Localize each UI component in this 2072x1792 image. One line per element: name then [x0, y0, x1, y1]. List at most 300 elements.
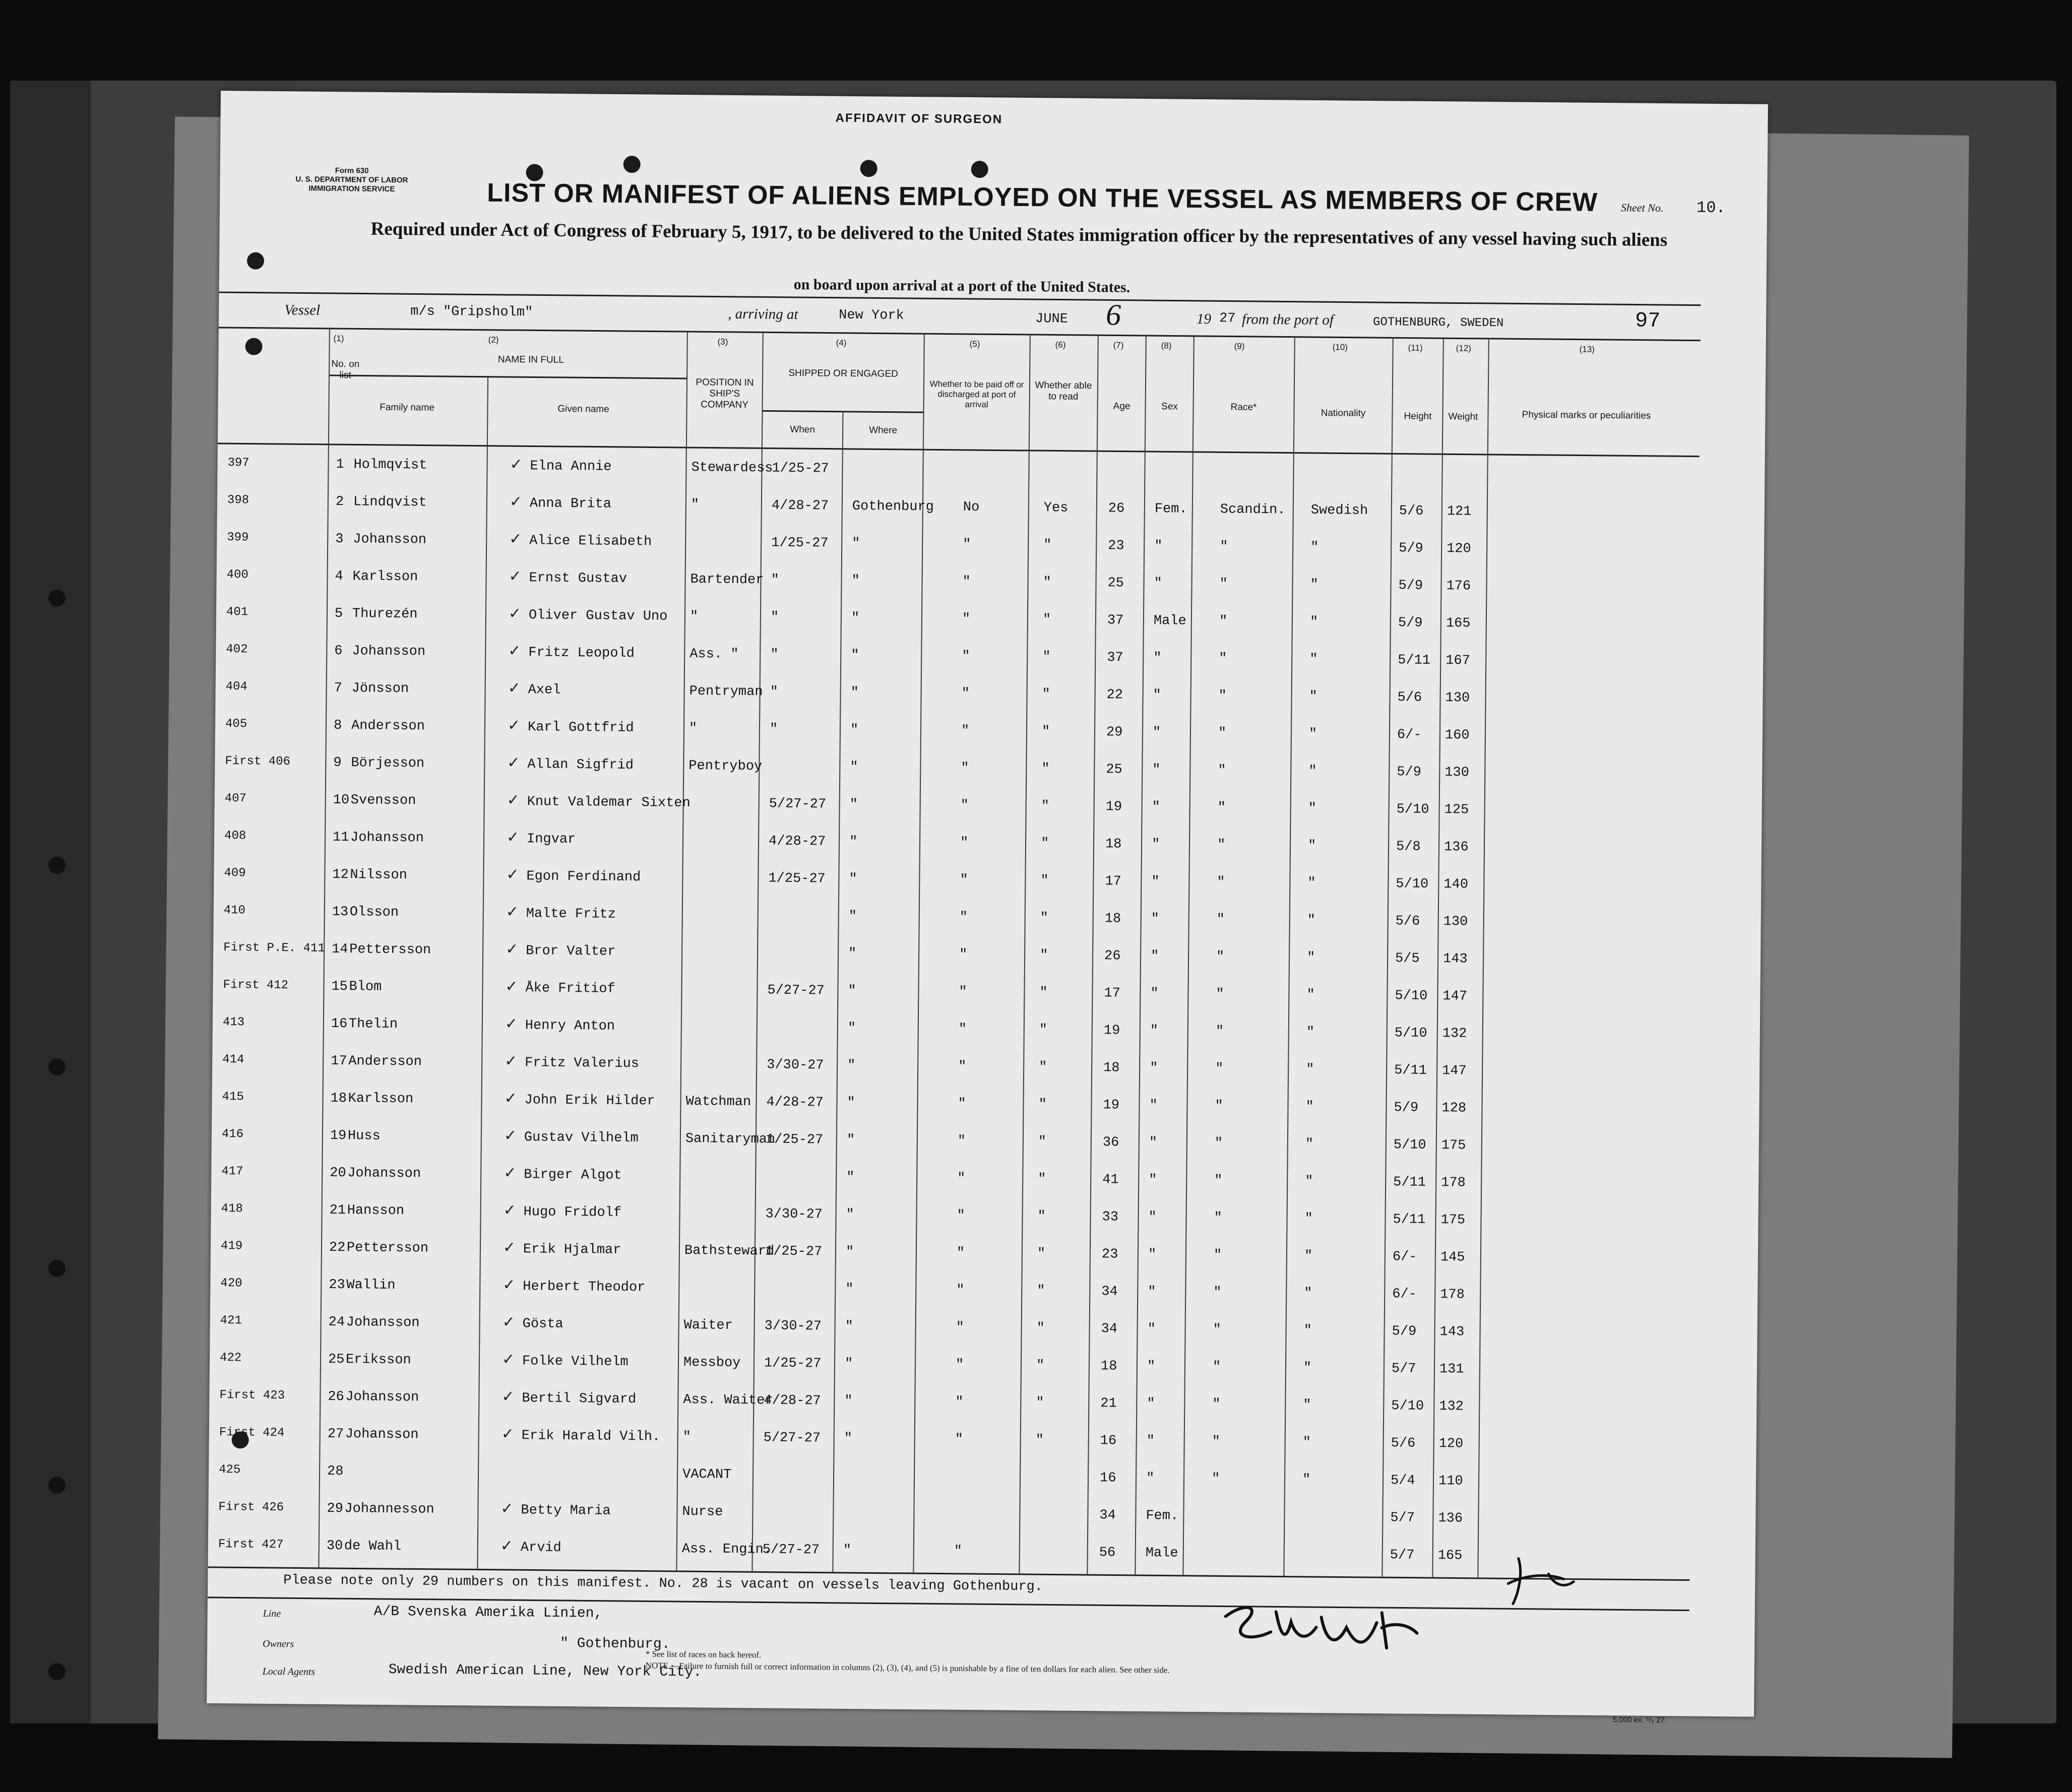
age: 18	[1104, 911, 1121, 927]
given-name: John Erik Hilder	[524, 1093, 655, 1109]
sex: "	[1147, 1322, 1156, 1337]
checkmark-icon: ✓	[503, 1201, 516, 1220]
weight: 132	[1442, 1026, 1467, 1042]
sex: "	[1146, 1471, 1155, 1487]
shipped-where: "	[844, 1393, 853, 1410]
position: Bartender	[690, 572, 764, 588]
height: 6/-	[1392, 1287, 1417, 1302]
paid-off: "	[960, 798, 969, 814]
port-value: GOTHENBURG, SWEDEN	[1372, 315, 1504, 331]
col-12-header: Weight	[1448, 411, 1478, 422]
row-margin-number: First 423	[219, 1388, 285, 1403]
age: 37	[1107, 613, 1124, 628]
checkmark-icon: ✓	[510, 456, 523, 474]
race: "	[1217, 875, 1225, 890]
where-header: Where	[869, 425, 898, 436]
race: "	[1216, 912, 1225, 928]
race: "	[1214, 1136, 1223, 1151]
family-name: Huss	[347, 1128, 381, 1144]
requirement-text: Required under Act of Congress of February 5, 1917, to be delivered to the United States immigration officer by the representatives of any vessel having such aliens	[370, 218, 1668, 251]
sex: "	[1153, 651, 1162, 666]
shipped-when: 5/27-27	[769, 796, 827, 812]
shipped-where: "	[848, 946, 857, 962]
age: 23	[1101, 1247, 1118, 1262]
height: 5/11	[1393, 1212, 1426, 1228]
row-number: 18	[330, 1091, 347, 1107]
able-to-read: "	[1037, 1246, 1046, 1262]
col-9-num: (9)	[1234, 341, 1245, 351]
family-name: Blom	[349, 979, 382, 995]
age: 18	[1103, 1060, 1120, 1076]
owners-label: Owners	[263, 1638, 294, 1650]
shipped-when: 5/27-27	[767, 983, 825, 999]
row-number: 26	[328, 1389, 344, 1405]
given-name: Alice Elisabeth	[529, 533, 652, 550]
height: 5/10	[1394, 1026, 1427, 1041]
row-margin-number: 402	[226, 643, 248, 657]
checkmark-icon: ✓	[507, 791, 520, 809]
weight: 143	[1439, 1324, 1465, 1340]
age: 18	[1105, 837, 1122, 852]
weight: 130	[1443, 914, 1468, 930]
sex: "	[1152, 725, 1161, 741]
row-margin-number: 405	[225, 717, 247, 731]
nationality: "	[1310, 577, 1318, 593]
weight: 125	[1444, 802, 1469, 818]
nationality: "	[1305, 1174, 1313, 1189]
col-8-header: Sex	[1161, 401, 1178, 412]
weight: 136	[1443, 840, 1469, 855]
paid-off: "	[957, 1208, 965, 1224]
age: 34	[1101, 1284, 1118, 1300]
checkmark-icon: ✓	[507, 754, 520, 772]
weight: 175	[1441, 1138, 1466, 1154]
race: "	[1216, 987, 1224, 1002]
given-name: Bror Valter	[525, 943, 616, 959]
age: 21	[1100, 1396, 1117, 1412]
row-margin-number: 415	[222, 1090, 244, 1104]
sex: "	[1147, 1359, 1156, 1375]
row-margin-number: 417	[221, 1165, 243, 1179]
given-name: Ingvar	[526, 831, 576, 848]
checkmark-icon: ✓	[501, 1387, 515, 1406]
position: Nurse	[682, 1504, 723, 1520]
checkmark-icon: ✓	[501, 1425, 515, 1443]
family-name: Lindqvist	[353, 494, 427, 510]
given-name: Birger Algot	[524, 1167, 622, 1184]
shipped-when: 1/25-27	[772, 461, 830, 477]
weight: 143	[1442, 951, 1468, 967]
height: 5/9	[1397, 764, 1422, 780]
sex: "	[1154, 576, 1162, 592]
height: 5/7	[1391, 1361, 1416, 1377]
paid-off: "	[961, 760, 969, 777]
shipped-where: "	[851, 648, 859, 664]
col-3-header: POSITION IN SHIP'S COMPANY	[696, 377, 754, 411]
sex: "	[1152, 762, 1161, 778]
height: 5/10	[1396, 802, 1429, 817]
shipped-when: 1/25-27	[768, 871, 826, 887]
family-name: Andersson	[351, 718, 425, 734]
col-5-header: Whether to be paid off or discharged at port of arrival	[929, 379, 1024, 410]
shipped-when: 4/28-27	[771, 498, 829, 514]
row-margin-number: First 424	[219, 1426, 285, 1440]
row-number: 20	[330, 1165, 346, 1181]
binder-hole	[48, 1260, 66, 1277]
given-name: Ernst Gustav	[529, 570, 627, 587]
height: 5/6	[1391, 1436, 1416, 1451]
sex: "	[1149, 1098, 1158, 1114]
col-1-num: (1)	[333, 333, 344, 344]
weight: 120	[1447, 541, 1471, 557]
family-name: Karlsson	[348, 1091, 414, 1107]
day-value: 6	[1105, 298, 1121, 332]
requirement-text-cont: on board upon arrival at a port of the United States.	[793, 276, 1131, 296]
weight: 130	[1445, 690, 1470, 706]
able-to-read: "	[1038, 1134, 1047, 1150]
paid-off: "	[956, 1283, 965, 1298]
col-4-header: SHIPPED OR ENGAGED	[788, 367, 898, 379]
nationality: "	[1302, 1472, 1311, 1488]
col-11-header: Height	[1404, 411, 1432, 422]
col-1-header: No. on list	[331, 358, 360, 381]
paid-off: "	[963, 537, 971, 553]
paid-off: "	[960, 835, 969, 851]
shipped-where: "	[851, 573, 860, 589]
age: 17	[1104, 986, 1120, 1001]
page-title: LIST OR MANIFEST OF ALIENS EMPLOYED ON THE VESSEL AS MEMBERS OF CREW	[486, 178, 1598, 217]
race: "	[1217, 800, 1226, 816]
age: 36	[1102, 1135, 1119, 1150]
given-name: Åke Fritiof	[525, 981, 615, 997]
paid-off: "	[956, 1245, 965, 1261]
age: 29	[1106, 725, 1123, 740]
family-name: Pettersson	[346, 1240, 429, 1256]
row-margin-number: 399	[227, 531, 249, 545]
row-number: 2	[335, 494, 344, 510]
weight: 167	[1446, 653, 1470, 669]
checkmark-icon: ✓	[502, 1313, 515, 1331]
weight: 165	[1446, 616, 1471, 631]
handwritten-initials	[1503, 1553, 1584, 1609]
position: VACANT	[682, 1467, 732, 1483]
sex: "	[1149, 1135, 1158, 1151]
race: "	[1219, 577, 1228, 592]
shipped-where: "	[845, 1244, 854, 1260]
able-to-read: "	[1036, 1321, 1045, 1336]
checkmark-icon: ✓	[505, 977, 518, 996]
row-number: 19	[330, 1128, 347, 1144]
manifest-page	[207, 91, 1768, 1725]
able-to-read: "	[1042, 650, 1051, 665]
row-number: 17	[331, 1053, 347, 1069]
print-run: 5,000 ex. ⁵/₂ 27.	[1612, 1715, 1667, 1725]
family-name: Johansson	[352, 644, 426, 660]
checkmark-icon: ✓	[504, 1164, 517, 1182]
family-name: Johansson	[346, 1315, 420, 1331]
weight: 176	[1446, 579, 1471, 594]
col-12-num: (12)	[1456, 343, 1471, 353]
row-number: 10	[333, 792, 350, 808]
paid-off: "	[958, 1096, 966, 1112]
able-to-read: "	[1040, 836, 1049, 852]
checkmark-icon: ✓	[508, 642, 521, 660]
sex: "	[1148, 1285, 1156, 1300]
position: Sanitaryman	[685, 1131, 776, 1147]
weight: 165	[1437, 1548, 1463, 1564]
nationality: "	[1303, 1397, 1311, 1413]
race: "	[1213, 1322, 1221, 1338]
shipped-where: "	[852, 536, 860, 552]
given-name: Anna Brita	[529, 496, 612, 512]
sex: "	[1150, 986, 1159, 1002]
age: 19	[1103, 1098, 1120, 1113]
position: Bathsteward	[684, 1243, 775, 1259]
position: Ass. Engin.	[681, 1542, 772, 1558]
col-10-header: Nationality	[1321, 408, 1366, 419]
shipped-when: 1/25-27	[766, 1132, 824, 1148]
age: 18	[1100, 1359, 1117, 1374]
sex: "	[1148, 1210, 1157, 1226]
binder-hole	[48, 857, 66, 874]
race: "	[1212, 1434, 1221, 1450]
family-name: Pettersson	[349, 942, 431, 958]
height: 5/10	[1395, 988, 1428, 1004]
height: 5/9	[1398, 615, 1423, 631]
shipped-where: "	[847, 1058, 856, 1074]
checkmark-icon: ✓	[508, 679, 521, 697]
race: "	[1212, 1360, 1221, 1375]
weight: 136	[1438, 1511, 1463, 1526]
row-number: 23	[329, 1277, 345, 1293]
row-number: 13	[332, 904, 349, 920]
shipped-where: Gothenburg	[852, 498, 934, 515]
height: 5/7	[1390, 1548, 1415, 1563]
family-name: Johansson	[345, 1427, 419, 1443]
weight: 132	[1439, 1399, 1464, 1415]
col-13-num: (13)	[1579, 344, 1595, 354]
shipped-when: 5/27-27	[763, 1430, 821, 1446]
shipped-when: 3/30-27	[764, 1318, 822, 1334]
shipped-when: 3/30-27	[765, 1206, 823, 1223]
family-name: de Wahl	[344, 1539, 402, 1555]
sex: Male	[1153, 613, 1186, 629]
age: 23	[1108, 538, 1124, 554]
weight: 147	[1442, 989, 1468, 1004]
age: 25	[1107, 575, 1124, 591]
given-name: Bertil Sigvard	[522, 1391, 637, 1407]
able-to-read: "	[1041, 761, 1050, 777]
weight: 160	[1445, 728, 1470, 743]
shipped-when: 1/25-27	[765, 1244, 823, 1260]
stamp-number: 97	[1635, 308, 1661, 333]
race: "	[1211, 1471, 1220, 1487]
binder-hole	[48, 1058, 66, 1075]
shipped-where: "	[845, 1319, 853, 1335]
age: 17	[1105, 874, 1121, 889]
paid-off: "	[955, 1394, 964, 1410]
paid-off: "	[960, 872, 968, 888]
height: 6/-	[1397, 727, 1422, 743]
col-3-num: (3)	[717, 337, 728, 347]
able-to-read: "	[1042, 687, 1050, 702]
position: Waiter	[683, 1318, 733, 1333]
nationality: "	[1309, 614, 1318, 630]
weight: 130	[1445, 765, 1470, 781]
footnote-penalty: NOTE.—Failure to furnish full or correct information in columns (2), (3), (4), and (5) is punishable by a fine of ten dollars for each alien. See other side.	[645, 1660, 1170, 1675]
shipped-when: "	[770, 684, 778, 700]
sex: "	[1154, 539, 1163, 554]
col-7-header: Age	[1113, 401, 1131, 412]
shipped-where: "	[848, 983, 856, 999]
col-9-header: Race*	[1230, 402, 1257, 413]
sex: "	[1151, 874, 1160, 890]
row-margin-number: 421	[220, 1314, 242, 1328]
checkmark-icon: ✓	[506, 828, 520, 847]
checkmark-icon: ✓	[503, 1275, 516, 1294]
family-name: Svensson	[350, 793, 416, 809]
race: "	[1214, 1173, 1223, 1189]
row-margin-number: 416	[221, 1127, 244, 1141]
nationality: "	[1309, 652, 1318, 668]
paid-off: "	[959, 910, 968, 925]
row-margin-number: First 427	[218, 1538, 284, 1552]
owners-value: " Gothenburg.	[559, 1635, 670, 1652]
given-name: Oliver Gustav Uno	[528, 608, 668, 624]
checkmark-icon: ✓	[509, 530, 522, 548]
sex: "	[1147, 1396, 1155, 1412]
col-2-header: NAME IN FULL	[497, 354, 564, 365]
checkmark-icon: ✓	[509, 567, 522, 586]
checkmark-icon: ✓	[506, 903, 519, 921]
shipped-when: 1/25-27	[764, 1356, 822, 1372]
shipped-where: "	[844, 1431, 853, 1447]
able-to-read: "	[1041, 724, 1050, 740]
paid-off: "	[961, 723, 970, 739]
shipped-where: "	[849, 797, 858, 813]
race: "	[1215, 1099, 1223, 1114]
binder-hole	[48, 1663, 66, 1680]
row-margin-number: 414	[222, 1053, 244, 1067]
race: "	[1217, 838, 1226, 853]
height: 5/9	[1392, 1324, 1417, 1339]
given-name: Gustav Vilhelm	[524, 1130, 639, 1146]
checkmark-icon: ✓	[506, 866, 519, 884]
sex: "	[1151, 912, 1160, 927]
row-number: 1	[336, 457, 344, 473]
given-name-header: Given name	[557, 403, 609, 415]
able-to-read: "	[1037, 1209, 1046, 1225]
shipped-when: 4/28-27	[768, 834, 826, 850]
nationality: Swedish	[1310, 502, 1368, 519]
row-number: 12	[332, 867, 349, 883]
row-margin-number: 425	[219, 1463, 241, 1477]
family-name: Johansson	[353, 532, 427, 548]
height: 5/11	[1398, 653, 1431, 668]
height: 5/10	[1393, 1137, 1426, 1153]
sheet-number: 10.	[1696, 198, 1726, 218]
weight: 175	[1440, 1212, 1466, 1228]
height: 5/6	[1395, 914, 1420, 929]
shipped-where: "	[844, 1356, 853, 1372]
position: Ass. Waiter	[683, 1392, 773, 1409]
given-name: Knut Valdemar Sixten	[527, 794, 690, 811]
position: Pentryboy	[688, 758, 763, 775]
given-name: Allan Sigfrid	[527, 757, 634, 774]
given-name: Betty Maria	[521, 1503, 611, 1519]
family-name: Holmqvist	[353, 457, 427, 473]
position: "	[690, 497, 700, 513]
row-margin-number: 409	[224, 866, 246, 880]
able-to-read: Yes	[1043, 500, 1069, 516]
row-number: 30	[326, 1538, 343, 1554]
col-2-num: (2)	[488, 335, 499, 345]
nationality: "	[1302, 1435, 1311, 1450]
sex: Male	[1145, 1546, 1178, 1561]
shipped-when: "	[770, 610, 779, 625]
shipped-when: 1/25-27	[771, 535, 829, 551]
row-margin-number: 419	[220, 1239, 243, 1253]
paid-off: "	[962, 649, 970, 665]
row-margin-number: 410	[223, 904, 246, 918]
col-5-num: (5)	[969, 339, 980, 349]
family-name: Karlsson	[352, 569, 418, 585]
position: Ass. "	[689, 647, 739, 663]
race: "	[1215, 1024, 1224, 1040]
paid-off: "	[955, 1432, 964, 1447]
checkmark-icon: ✓	[500, 1537, 514, 1555]
height: 5/9	[1394, 1100, 1419, 1116]
height: 5/10	[1391, 1398, 1424, 1414]
service: IMMIGRATION SERVICE	[308, 184, 395, 194]
row-number: 22	[329, 1240, 346, 1256]
footnote-races: * See list of races on back hereof.	[645, 1649, 762, 1660]
row-margin-number: 404	[225, 680, 248, 694]
age: 19	[1105, 799, 1122, 815]
given-name: Axel	[528, 682, 561, 698]
nationality: "	[1308, 726, 1317, 742]
checkmark-icon: ✓	[507, 717, 521, 735]
row-margin-number: 418	[221, 1202, 243, 1216]
race: "	[1212, 1397, 1221, 1413]
vessel-value: m/s "Gripsholm"	[410, 304, 533, 321]
able-to-read: "	[1043, 575, 1051, 591]
shipped-when: 5/27-27	[762, 1542, 820, 1558]
row-number: 29	[327, 1501, 343, 1517]
nationality: "	[1310, 540, 1319, 556]
department: U. S. DEPARTMENT OF LABOR	[295, 175, 408, 185]
row-margin-number: 422	[219, 1351, 242, 1365]
sex: "	[1146, 1434, 1155, 1449]
nationality: "	[1308, 801, 1316, 817]
paid-off: "	[962, 611, 971, 627]
checkmark-icon: ✓	[506, 940, 519, 958]
race: "	[1214, 1210, 1222, 1226]
col-4-num: (4)	[836, 338, 847, 348]
shipped-where: "	[851, 610, 860, 626]
line-value: A/B Svenska Amerika Linien,	[373, 1604, 603, 1622]
shipped-when: "	[769, 722, 778, 737]
handwritten-signature	[1215, 1591, 1427, 1674]
shipped-where: "	[847, 1020, 856, 1037]
row-margin-number: First 406	[225, 754, 291, 769]
weight: 120	[1438, 1436, 1464, 1452]
able-to-read: "	[1041, 799, 1050, 814]
able-to-read: "	[1042, 612, 1051, 628]
checkmark-icon: ✓	[501, 1350, 515, 1369]
height: 5/4	[1390, 1473, 1415, 1489]
family-name: Thurezén	[352, 606, 418, 622]
